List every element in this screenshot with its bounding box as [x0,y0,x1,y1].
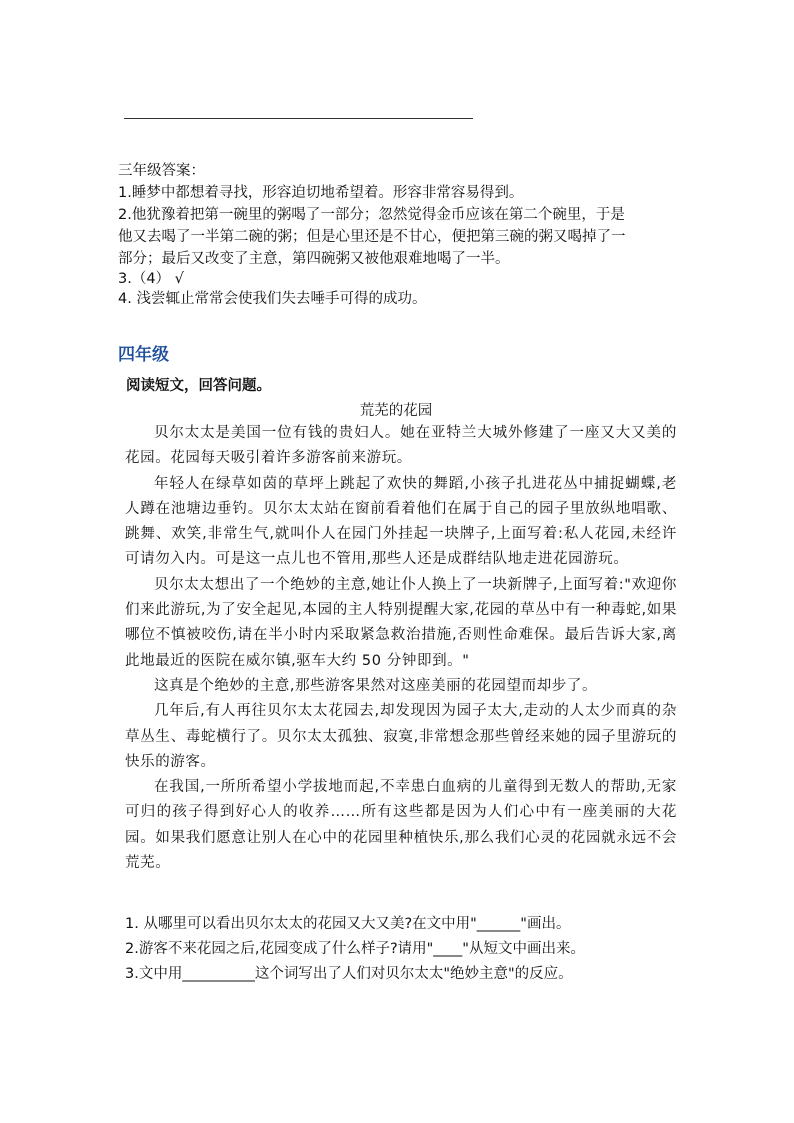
question-1: 1. 从哪里可以看出贝尔太太的花园又大又美?在文中用"______"画出。 [125,916,571,932]
answer-2-line-2: 他又去喝了一半第二碗的粥；但是心里还是不甘心，便把第三碗的粥又喝掉了一 [118,229,626,245]
answers-title: 三年级答案： [118,163,205,179]
story-paragraph-3: 贝尔太太想出了一个绝妙的主意,她让仆人换上了一块新牌子,上面写着:"欢迎你们来此游玩,为了安全起见,本园的主人特别提醒大家,花园的草丛中有一种毒蛇,如果哪位不慎被咬伤,请在半小时内采取紧急救治措施,否则性命难保。最后告诉大家,离此地最近的医院在威尔镇,驱车大约 50 分钟即到。" [125,576,677,669]
answer-2-line-3: 部分；最后又改变了主意，第四碗粥又被他艰难地喝了一半。 [118,251,510,267]
story-paragraph-4: 这真是个绝妙的主意,那些游客果然对这座美丽的花园望而却步了。 [154,677,598,694]
story-paragraph-2: 年轻人在绿草如茵的草坪上跳起了欢快的舞蹈,小孩子扎进花丛中捕捉蝴蝶,老人蹲在池塘边垂钓。贝尔太太站在窗前看着他们在属于自己的园子里放纵地唱歌、跳舞、欢笑,非常生气,就叫仆人在园门外挂起一块牌子,上面写着:私人花园,未经许可请勿入内。可是这一点儿也不管用,那些人还是成群结队地走进花园游玩。 [125,475,677,568]
top-divider-line [124,118,473,119]
story-paragraph-6: 在我国,一所所希望小学拔地而起,不幸患白血病的儿童得到无数人的帮助,无家可归的孩子得到好心人的收养……所有这些都是因为人们心中有一座美丽的大花园。如果我们愿意让别人在心中的花园里种植快乐,那么我们心灵的花园就永远不会荒芜。 [125,779,677,872]
answer-2-line-1: 2.他犹豫着把第一碗里的粥喝了一部分；忽然觉得金币应该在第二个碗里，于是 [118,207,625,223]
story-paragraph-5: 几年后,有人再往贝尔太太花园去,却发现因为园子太大,走动的人太少而真的杂草丛生、毒蛇横行了。贝尔太太孤独、寂寞,非常想念那些曾经来她的园子里游玩的快乐的游客。 [125,703,677,770]
story-body [125,421,677,876]
question-2: 2.游客不来花园之后,花园变成了什么样子?请用"____"从短文中画出来。 [125,941,585,957]
answer-4: 4. 浅尝辄止常常会使我们失去唾手可得的成功。 [118,291,427,307]
question-3: 3.文中用__________这个词写出了人们对贝尔太太"绝妙主意"的反应。 [125,966,573,982]
section-heading: 四年级 [118,345,169,365]
story-title: 荒芜的花园 [359,403,433,419]
answer-3: 3.（4） √ [118,271,184,287]
story-paragraph-1: 贝尔太太是美国一位有钱的贵妇人。她在亚特兰大城外修建了一座又大又美的花园。花园每天吸引着许多游客前来游玩。 [125,425,677,467]
reading-instruction: 阅读短文，回答问题。 [126,378,271,394]
answer-1: 1.睡梦中都想着寻找，形容迫切地希望着。形容非常容易得到。 [118,185,524,201]
